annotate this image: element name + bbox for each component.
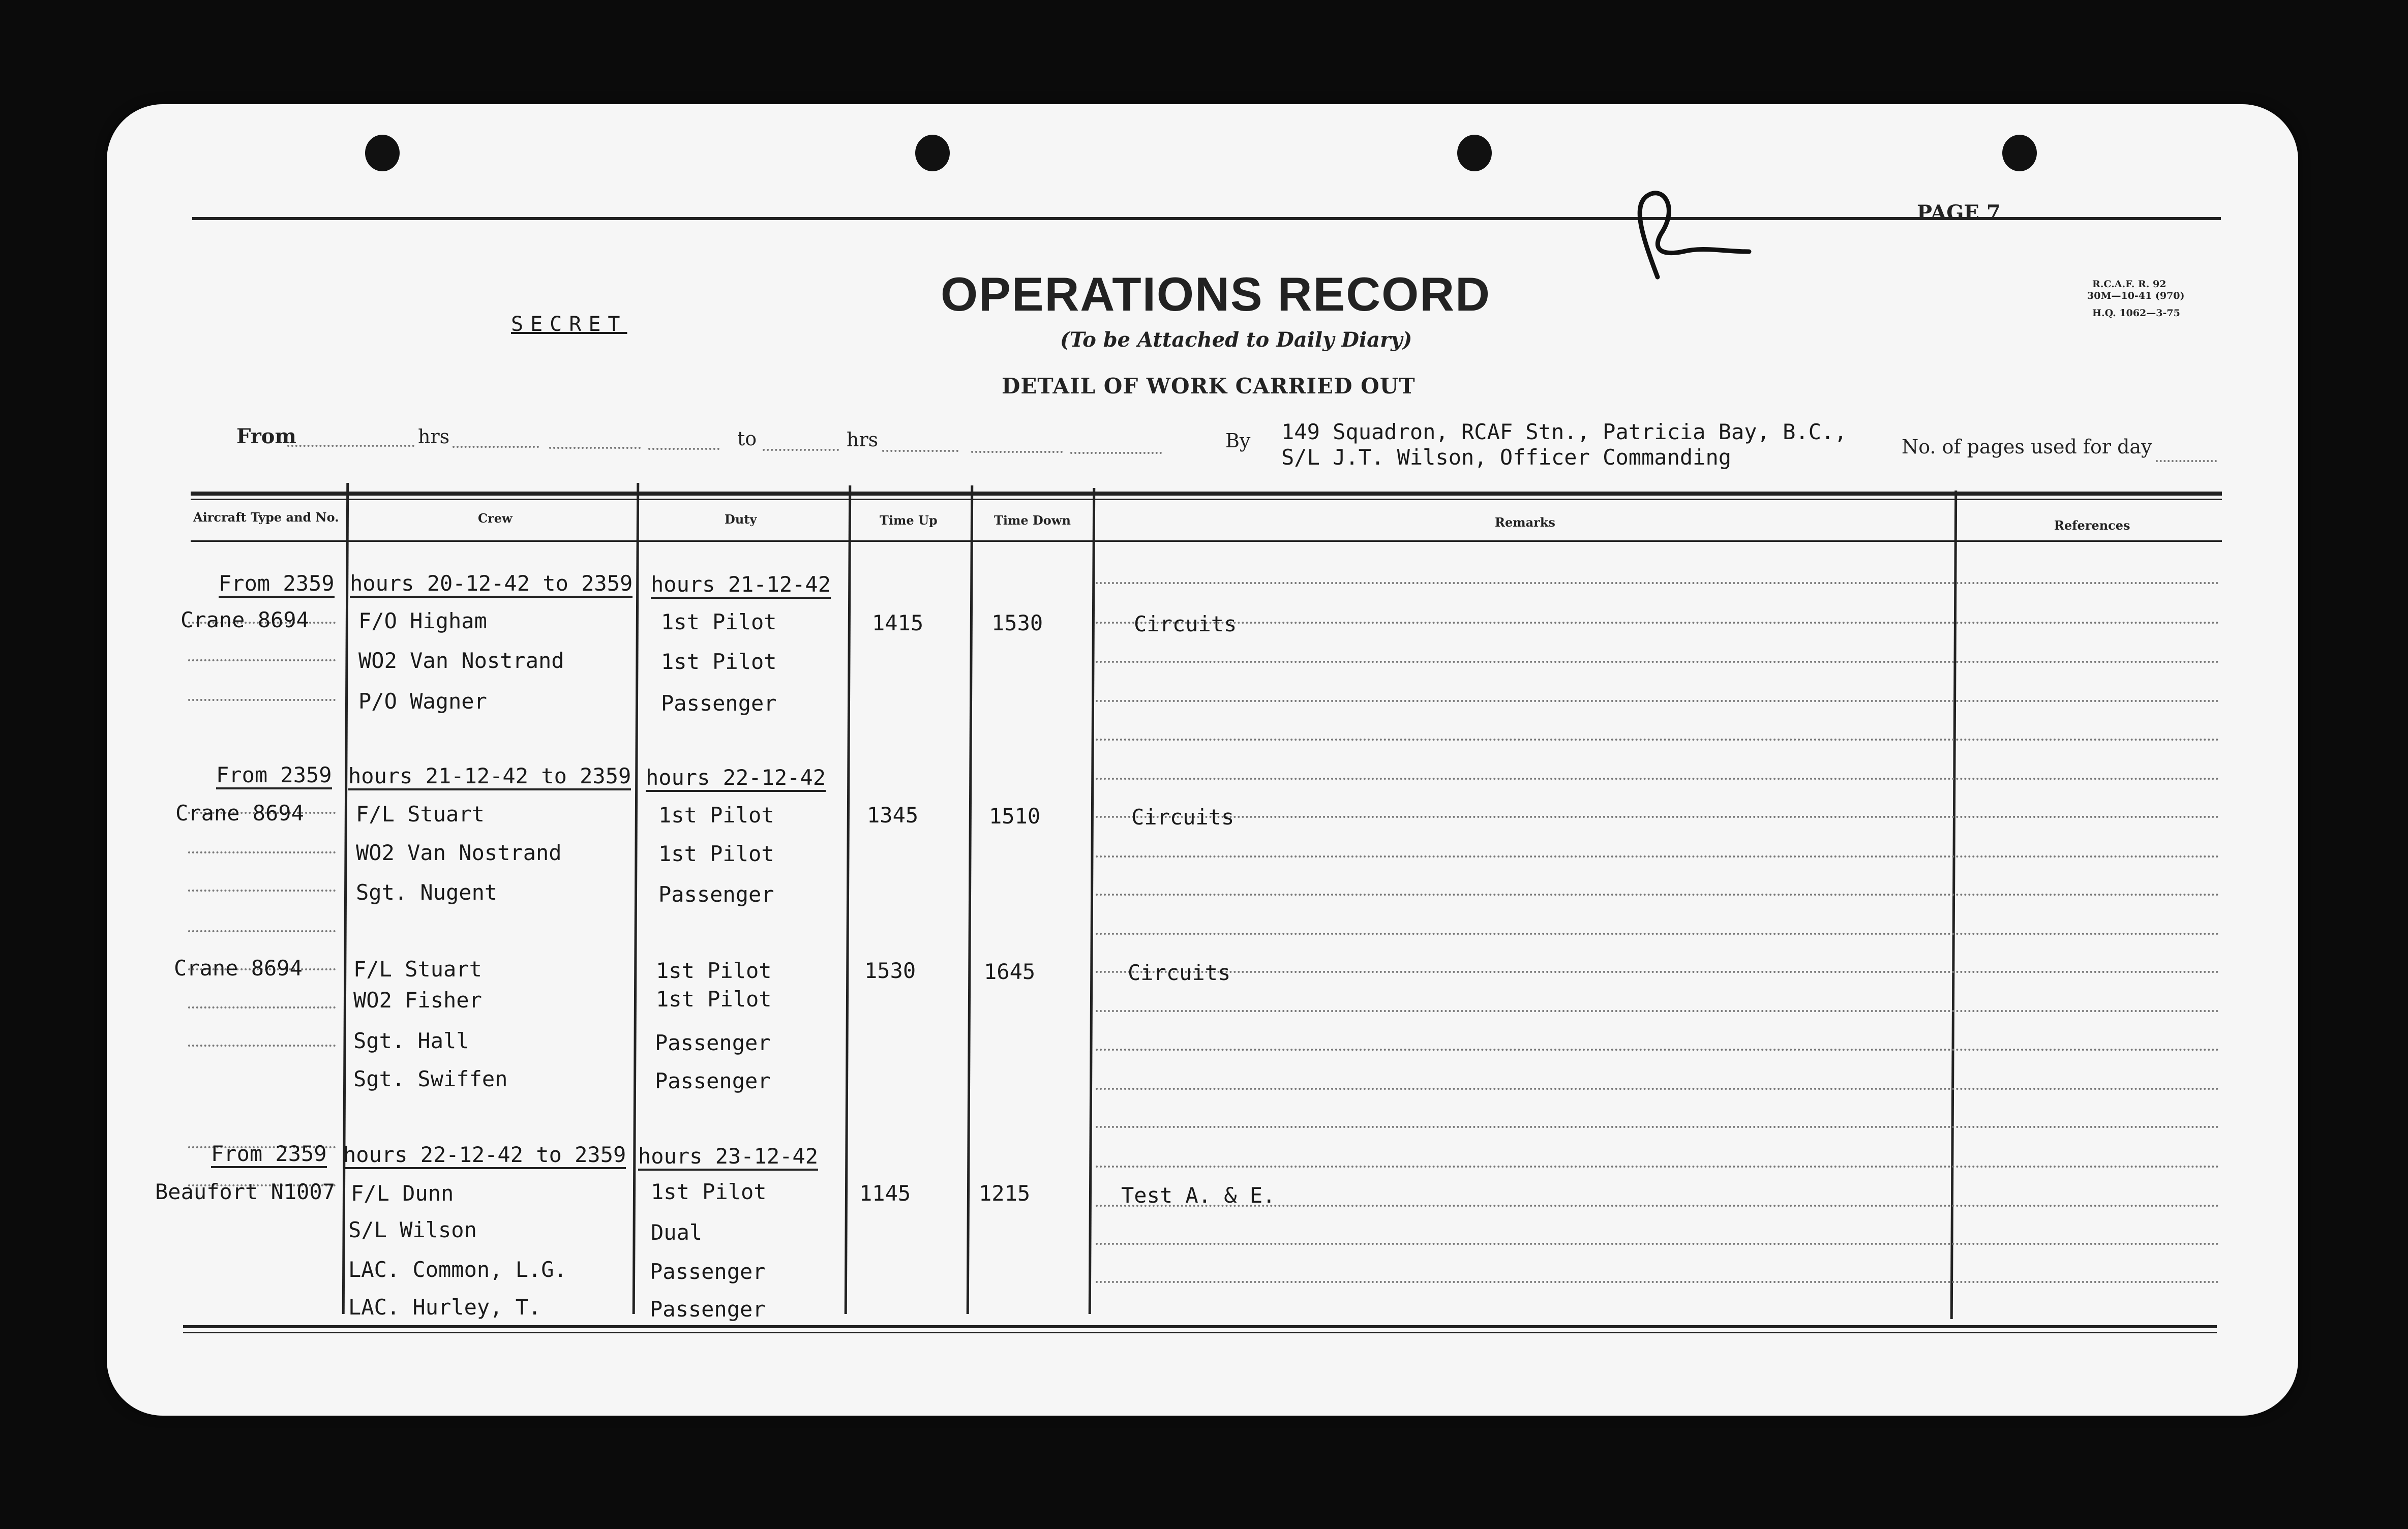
remarks-cell: Circuits bbox=[1131, 805, 1235, 830]
fill-line bbox=[971, 451, 1063, 453]
fill-line bbox=[1070, 452, 1162, 454]
header-rule bbox=[191, 492, 2222, 496]
period-hours-start: hours 21-12-42 to 2359 bbox=[348, 763, 631, 790]
aircraft-guide-line bbox=[188, 851, 336, 853]
time-up-cell: 1530 bbox=[864, 958, 916, 983]
punch-hole bbox=[1457, 135, 1492, 171]
aircraft-cell: Beaufort N1007 bbox=[155, 1179, 336, 1204]
fill-line bbox=[648, 448, 719, 450]
from-label: From bbox=[236, 424, 296, 448]
fill-line bbox=[453, 446, 539, 448]
bottom-rule bbox=[183, 1325, 2217, 1328]
col-header-crew: Crew bbox=[478, 511, 513, 526]
duty-cell: Passenger bbox=[658, 882, 774, 907]
remarks-guide-line bbox=[1096, 933, 2219, 935]
by-label: By bbox=[1225, 430, 1251, 452]
duty-cell: 1st Pilot bbox=[651, 1179, 767, 1204]
remarks-guide-line bbox=[1096, 1281, 2219, 1283]
remarks-guide-line bbox=[1096, 778, 2219, 780]
to-label: to bbox=[737, 427, 757, 450]
crew-cell: WO2 Van Nostrand bbox=[358, 648, 564, 673]
fill-line bbox=[549, 447, 641, 449]
column-divider bbox=[1089, 488, 1096, 1314]
time-up-cell: 1415 bbox=[872, 610, 924, 635]
form-code-line-1: R.C.A.F. R. 92 bbox=[2092, 279, 2166, 290]
form-code-line-3: H.Q. 1062—3-75 bbox=[2092, 308, 2180, 319]
operations-record-card bbox=[107, 104, 2298, 1416]
col-header-time-down: Time Down bbox=[994, 513, 1071, 528]
column-divider bbox=[633, 483, 640, 1314]
remarks-guide-line bbox=[1096, 971, 2219, 973]
punch-hole bbox=[365, 135, 400, 171]
col-header-aircraft: Aircraft Type and No. bbox=[193, 510, 339, 525]
period-hours-end: hours 21-12-42 bbox=[651, 572, 831, 599]
aircraft-cell: Crane 8694 bbox=[174, 956, 303, 981]
duty-cell: 1st Pilot bbox=[658, 841, 774, 866]
aircraft-guide-line bbox=[188, 699, 336, 701]
duty-cell: 1st Pilot bbox=[661, 649, 777, 674]
remarks-guide-line bbox=[1096, 1126, 2219, 1128]
time-down-cell: 1510 bbox=[989, 804, 1041, 829]
time-up-cell: 1145 bbox=[859, 1181, 911, 1206]
signature-mark bbox=[1622, 175, 1754, 287]
remarks-guide-line bbox=[1096, 1166, 2219, 1168]
crew-cell: S/L Wilson bbox=[348, 1217, 477, 1242]
aircraft-guide-line bbox=[188, 930, 336, 932]
aircraft-cell: Crane 8694 bbox=[175, 801, 304, 825]
remarks-cell: Test A. & E. bbox=[1121, 1183, 1276, 1208]
duty-cell: Dual bbox=[651, 1220, 703, 1245]
detail-heading: DETAIL OF WORK CARRIED OUT bbox=[1002, 374, 1416, 399]
pages-used-label: No. of pages used for day bbox=[1902, 436, 2152, 458]
period-hours-start: hours 20-12-42 to 2359 bbox=[350, 571, 633, 598]
time-down-cell: 1530 bbox=[991, 610, 1043, 635]
unit-line-2: S/L J.T. Wilson, Officer Commanding bbox=[1281, 445, 1732, 470]
time-down-cell: 1215 bbox=[979, 1181, 1031, 1206]
duty-cell: Passenger bbox=[650, 1297, 766, 1322]
remarks-guide-line bbox=[1096, 1088, 2219, 1090]
remarks-guide-line bbox=[1096, 622, 2219, 624]
aircraft-guide-line bbox=[188, 659, 336, 661]
remarks-guide-line bbox=[1096, 855, 2219, 858]
fill-line bbox=[763, 449, 839, 451]
remarks-guide-line bbox=[1096, 816, 2219, 818]
remarks-guide-line bbox=[1096, 582, 2219, 584]
col-header-time-up: Time Up bbox=[880, 513, 938, 528]
aircraft-guide-line bbox=[188, 890, 336, 892]
crew-cell: F/L Dunn bbox=[351, 1181, 454, 1206]
hrs-label: hrs bbox=[418, 425, 450, 448]
crew-cell: F/L Stuart bbox=[353, 957, 482, 982]
crew-cell: Sgt. Hall bbox=[353, 1028, 469, 1053]
period-from: From 2359 bbox=[211, 1141, 327, 1168]
column-header-underline bbox=[191, 540, 2222, 542]
fill-line bbox=[2156, 460, 2217, 462]
crew-cell: F/L Stuart bbox=[356, 802, 485, 827]
column-divider bbox=[342, 483, 349, 1314]
time-up-cell: 1345 bbox=[867, 803, 919, 828]
duty-cell: 1st Pilot bbox=[658, 803, 774, 828]
remarks-guide-line bbox=[1096, 1049, 2219, 1051]
remarks-guide-line bbox=[1096, 661, 2219, 663]
page-subtitle: (To be Attached to Daily Diary) bbox=[1060, 328, 1412, 352]
remarks-guide-line bbox=[1096, 1010, 2219, 1012]
crew-cell: WO2 Fisher bbox=[353, 988, 482, 1013]
form-code-line-2: 30M—10-41 (970) bbox=[2087, 290, 2185, 301]
fill-line bbox=[882, 450, 958, 452]
column-divider bbox=[845, 485, 852, 1314]
remarks-guide-line bbox=[1096, 894, 2219, 896]
page-title: OPERATIONS RECORD bbox=[941, 267, 1491, 321]
duty-cell: Passenger bbox=[655, 1030, 771, 1055]
duty-cell: 1st Pilot bbox=[656, 987, 772, 1012]
punch-hole bbox=[2002, 135, 2037, 171]
hrs-label-2: hrs bbox=[847, 429, 879, 451]
duty-cell: Passenger bbox=[661, 691, 777, 716]
col-header-duty: Duty bbox=[725, 512, 757, 527]
duty-cell: Passenger bbox=[655, 1068, 771, 1093]
aircraft-cell: Crane 8694 bbox=[180, 607, 309, 632]
classification-label: SECRET bbox=[511, 313, 627, 336]
duty-cell: 1st Pilot bbox=[656, 958, 772, 983]
duty-cell: 1st Pilot bbox=[661, 609, 777, 634]
crew-cell: LAC. Common, L.G. bbox=[348, 1257, 567, 1282]
aircraft-guide-line bbox=[188, 1006, 336, 1008]
punch-hole bbox=[915, 135, 950, 171]
header-rule bbox=[191, 499, 2222, 500]
remarks-cell: Circuits bbox=[1128, 960, 1231, 985]
page-label: PAGE 7 bbox=[1917, 201, 2001, 225]
crew-cell: WO2 Van Nostrand bbox=[356, 840, 562, 865]
time-down-cell: 1645 bbox=[984, 959, 1036, 984]
column-divider bbox=[1950, 491, 1958, 1319]
crew-cell: LAC. Hurley, T. bbox=[348, 1295, 541, 1320]
period-from: From 2359 bbox=[219, 571, 335, 598]
remarks-cell: Circuits bbox=[1134, 611, 1237, 636]
remarks-guide-line bbox=[1096, 739, 2219, 741]
period-hours-end: hours 22-12-42 bbox=[646, 765, 826, 792]
crew-cell: P/O Wagner bbox=[358, 689, 487, 714]
period-from: From 2359 bbox=[216, 762, 332, 789]
bottom-rule bbox=[183, 1332, 2217, 1333]
crew-cell: Sgt. Swiffen bbox=[353, 1066, 508, 1091]
aircraft-guide-line bbox=[188, 1045, 336, 1047]
crew-cell: F/O Higham bbox=[358, 608, 487, 633]
fill-line bbox=[287, 445, 414, 447]
period-hours-start: hours 22-12-42 to 2359 bbox=[343, 1142, 626, 1169]
duty-cell: Passenger bbox=[650, 1259, 766, 1284]
remarks-guide-line bbox=[1096, 700, 2219, 702]
unit-line-1: 149 Squadron, RCAF Stn., Patricia Bay, B.C., bbox=[1281, 419, 1847, 444]
remarks-guide-line bbox=[1096, 1243, 2219, 1245]
period-hours-end: hours 23-12-42 bbox=[638, 1144, 818, 1171]
column-divider bbox=[967, 485, 974, 1314]
col-header-references: References bbox=[2054, 518, 2130, 533]
crew-cell: Sgt. Nugent bbox=[356, 880, 498, 905]
col-header-remarks: Remarks bbox=[1495, 515, 1555, 530]
